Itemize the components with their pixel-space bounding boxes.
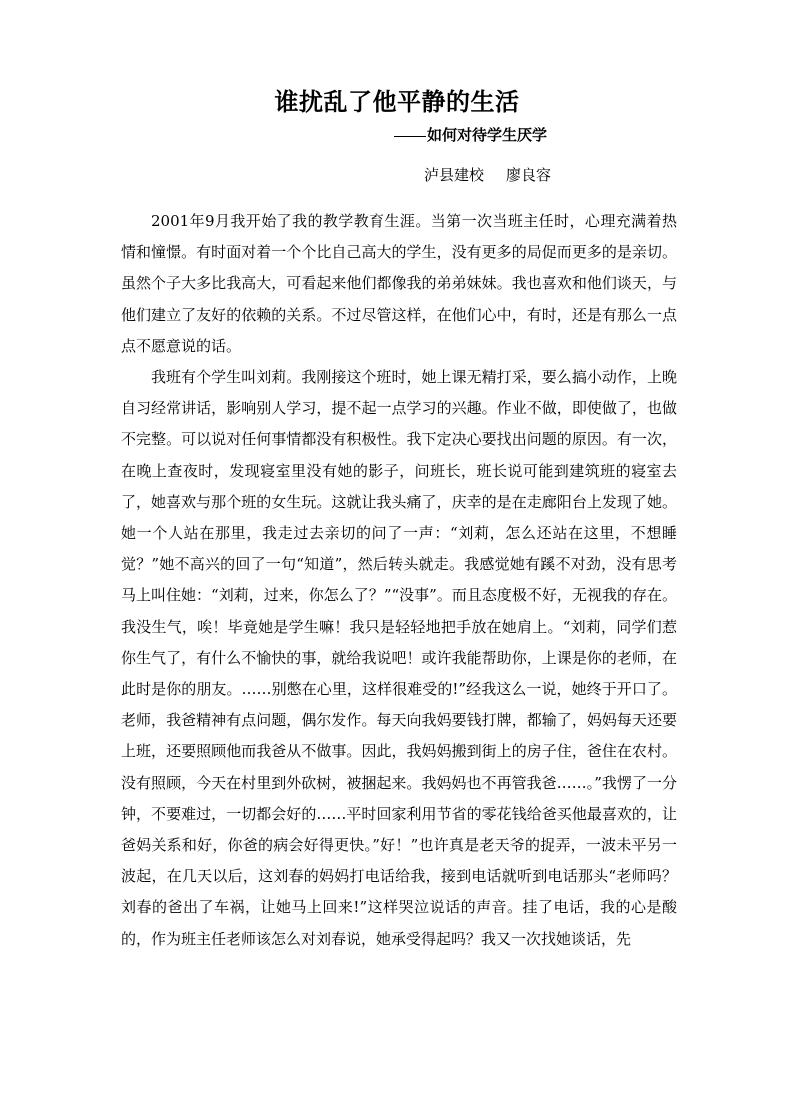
author-name: 廖良容 bbox=[506, 166, 552, 184]
body-paragraph-2: 我班有个学生叫刘莉。我刚接这个班时，她上课无精打采，要么搞小动作，上晚自习经常讲话，影响别人学习，提不起一点学习的兴趣。作业不做，即使做了，也做不完整。可以说对任何事情都没有积极性。我下定决心要找出问题的原因。有一次，在晚上查夜时，发现寝室里没有她的影子，问班长，班长说可能到建筑班的寝室去了，她喜欢与那个班的女生玩。这就让我头痛了，庆幸的是在走廊阳台上发现了她。她一个人站在那里，我走过去亲切的问了一声：“刘莉，怎么还站在这里，不想睡觉？”她不高兴的回了一句“知道”，然后转头就走。我感觉她有蹊不对劲，没有思考马上叫住她：“刘莉，过来，你怎么了？”“没事”。而且态度极不好，无视我的存在。我没生气，唉！毕竟她是学生嘛！我只是轻轻地把手放在她肩上。“刘莉，同学们惹你生气了，有什么不愉快的事，就给我说吧！或许我能帮助你，上课是你的老师，在此时是你的朋友。……别憋在心里，这样很难受的!”经我这么一说，她终于开口了。老师，我爸精神有点问题，偶尔发作。每天向我妈要钱打牌，都输了，妈妈每天还要上班，还要照顾他而我爸从不做事。因此，我妈妈搬到街上的房子住，爸住在农村。没有照顾，今天在村里到外砍树，被捆起来。我妈妈也不再管我爸……。”我愣了一分钟，不要难过，一切都会好的……平时回家利用节省的零花钱给爸买他最喜欢的，让爸妈关系和好，你爸的病会好得更快。”好！”也许真是老天爷的捉弄，一波未平另一波起，在几天以后，这刘春的妈妈打电话给我，接到电话就听到电话那头“老师吗？刘春的爸出了车祸，让她马上回来!”这样哭泣说话的声音。挂了电话，我的心是酸的，作为班主任老师该怎么对刘春说，她承受得起吗？我又一次找她谈话，先 bbox=[121, 368, 677, 948]
subtitle-text: 如何对待学生厌学 bbox=[427, 126, 548, 144]
document-body bbox=[121, 206, 677, 955]
document-title: 谁扰乱了他平静的生活 bbox=[274, 88, 520, 116]
document-subtitle bbox=[394, 124, 547, 146]
subtitle-dash bbox=[394, 136, 426, 137]
author-school: 泸县建校 bbox=[424, 166, 485, 184]
body-paragraph-1: 2001年9月我开始了我的教学教育生涯。当第一次当班主任时，心理充满着热情和憧憬。有时面对着一个个比自己高大的学生，没有更多的局促而更多的是亲切。虽然个子大多比我高大，可看起来他们都像我的弟弟妹妹。我也喜欢和他们谈天，与他们建立了友好的依赖的关系。不过尽管这样，在他们心中，有时，还是有那么一点点不愿意说的话。 bbox=[121, 212, 677, 355]
author-line bbox=[424, 164, 551, 186]
